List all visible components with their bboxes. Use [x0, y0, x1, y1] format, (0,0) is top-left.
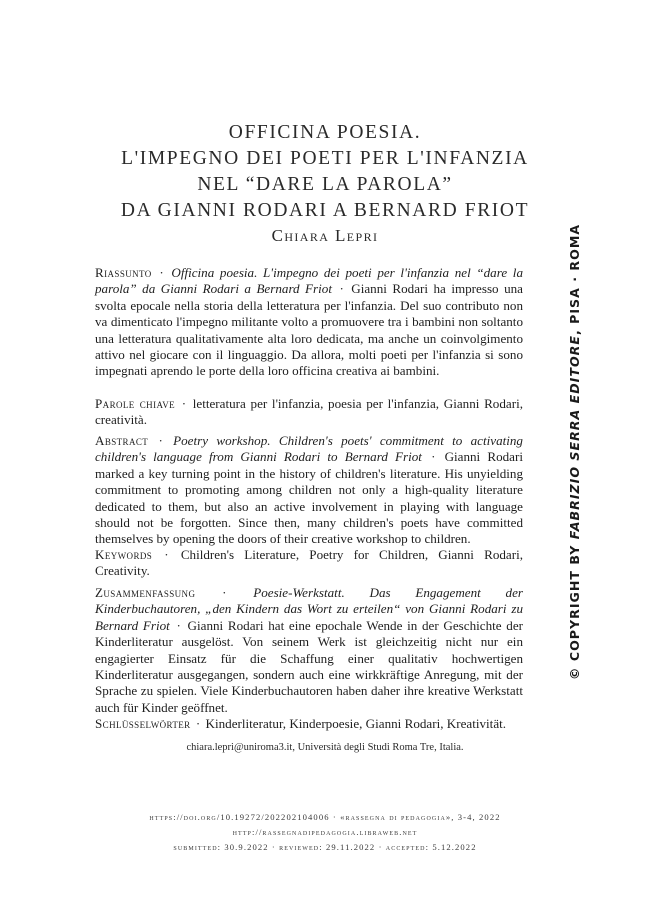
zusammenfassung-title: Poesie-Werkstatt. Das Engagement der Kinderbuchautoren, „den Kindern das Wort zu erteilen“ von Gianni Rodari zu Bernard Friot — [95, 585, 523, 633]
riassunto-paragraph: Riassunto · Officina poesia. L'impegno dei poeti per l'infanzia nel “dare la parola” da Gianni Rodari a Bernard Friot · Gianni Rodari ha impresso una svolta epocale nella storia della letteratura per l'infanzia. Del suo contributo non va dimenticato l'impegno militante volto a promuovere tra i bambini non soltanto una letteratura qualitativamente alta loro dedicata, ma anche un coinvolgimento attivo nel giocare con il linguaggio. Da allora, molti poeti per l'infanzia si sono impegnati aprendo le porte della loro officina creativa ai bambini. — [95, 265, 523, 379]
abstract-label: Abstract — [95, 433, 149, 448]
author-affiliation: chiara.lepri@uniroma3.it, Università degli Studi Roma Tre, Italia. — [186, 742, 464, 753]
author-name: Chiara Lepri — [271, 226, 379, 245]
riassunto-title: Officina poesia. L'impegno dei poeti per l'infanzia nel “dare la parola” da Gianni Rodari a Bernard Friot — [95, 265, 523, 297]
zusammenfassung-label: Zusammenfassung — [95, 585, 196, 600]
title-line-2: L'IMPEGNO DEI POETI PER L'INFANZIA — [121, 148, 529, 169]
copyright-prefix: © COPYRIGHT BY — [567, 539, 582, 681]
keywords-paragraph: Keywords · Children's Literature, Poetry for Children, Gianni Rodari, Creativity. — [95, 547, 523, 579]
parole-chiave-paragraph: Parole chiave · letteratura per l'infanzia, poesia per l'infanzia, Gianni Rodari, creatività. — [95, 396, 523, 428]
abstract-paragraph: Abstract · Poetry workshop. Children's poets' commitment to activating children's language from Gianni Rodari to Bernard Friot · Gianni Rodari marked a key turning point in the history of children's literature. His unyielding commitment to promoting among children not only a high-quality literature dedicated to them, but also an active involvement in playing with language should not be forgotten. Since then, many children's poets have committed themselves by opening the doors of their creative workshop to children. — [95, 433, 523, 547]
parole-chiave-label: Parole chiave — [95, 396, 176, 411]
riassunto-label: Riassunto — [95, 265, 152, 280]
schluesselwoerter-paragraph: Schlüsselwörter · Kinderliteratur, Kinderpoesie, Gianni Rodari, Kreativität. — [95, 716, 507, 731]
keywords-text: Children's Literature, Poetry for Children, Gianni Rodari, Creativity. — [95, 547, 523, 579]
footer-doi: https://doi.org/10.19272/202202104006 · «rassegna di pedagogia», 3-4, 2022 — [149, 812, 501, 822]
schluesselwoerter-text: Kinderliteratur, Kinderpoesie, Gianni Rodari, Kreativität. — [205, 716, 507, 731]
zusammenfassung-paragraph: Zusammenfassung · Poesie-Werkstatt. Das Engagement der Kinderbuchautoren, „den Kindern das Wort zu erteilen“ von Gianni Rodari zu Bernard Friot · Gianni Rodari hat eine epochale Wende in der Geschichte der Kinderliteratur ausgelöst. Von seinem Werk ist gleichzeitig nicht nur ein engagierter Einsatz für die Schaffung einer qualitativ hochwertigen Kinderliteratur ausgegangen, sondern auch eine wirkkräftige Anregung, mit der Sprache zu spielen. Viele Kinderbuchautoren haben daher ihre kreative Werkstatt auch für Kinder geöffnet. — [95, 585, 523, 715]
riassunto-text: Gianni Rodari ha impresso una svolta epocale nella storia della letteratura per l'infanzia. Del suo contributo non va dimenticato l'impegno militante volto a promuovere tra i bambini non soltanto una letteratura qualitativamente alta loro dedicata, ma anche un coinvolgimento attivo nel giocare con il linguaggio. Da allora, molti poeti per l'infanzia si sono impegnati aprendo le porte della loro officina creativa ai bambini. — [95, 281, 523, 379]
footer-url: http://rassegnadipedagogia.libraweb.net — [232, 827, 418, 837]
copyright-publisher: FABRIZIO SERRA EDITORE — [567, 335, 582, 540]
copyright-suffix: , PISA · ROMA — [567, 223, 582, 336]
abstract-title: Poetry workshop. Children's poets' commitment to activating children's language from Gianni Rodari to Bernard Friot — [95, 433, 523, 465]
footer-dates: submitted: 30.9.2022 · reviewed: 29.11.2022 · accepted: 5.12.2022 — [173, 842, 477, 852]
keywords-label: Keywords — [95, 547, 153, 562]
title-line-1: OFFICINA POESIA. — [228, 122, 422, 143]
article-title — [60, 120, 590, 224]
schluesselwoerter-label: Schlüsselwörter — [95, 716, 191, 731]
zusammenfassung-text: Gianni Rodari hat eine epochale Wende in der Geschichte der Kinderliteratur ausgelöst. Von seinem Werk ist gleichzeitig nicht nur ein engagierter Einsatz für die Schaffung einer qualitativ hochwertigen Kinderliteratur ausgegangen, sondern auch eine wirkkräftige Anregung, mit der Sprache zu spielen. Viele Kinderbuchautoren haben daher ihre kreative Werkstatt auch für Kinder geöffnet. — [95, 617, 523, 715]
parole-chiave-text: letteratura per l'infanzia, poesia per l'infanzia, Gianni Rodari, creatività. — [95, 396, 523, 428]
abstract-text: Gianni Rodari marked a key turning point in the history of children's literature. His unyielding commitment to promoting among children not only a high-quality literature dedicated to them, but also an active involvement in playing with language should not be forgotten. Since then, many children's poets have committed themselves by opening the doors of their creative workshop to children. — [95, 449, 523, 547]
copyright-notice — [567, 217, 585, 687]
title-line-4: DA GIANNI RODARI A BERNARD FRIOT — [120, 200, 530, 221]
title-line-3: NEL “DARE LA PAROLA” — [197, 174, 453, 195]
